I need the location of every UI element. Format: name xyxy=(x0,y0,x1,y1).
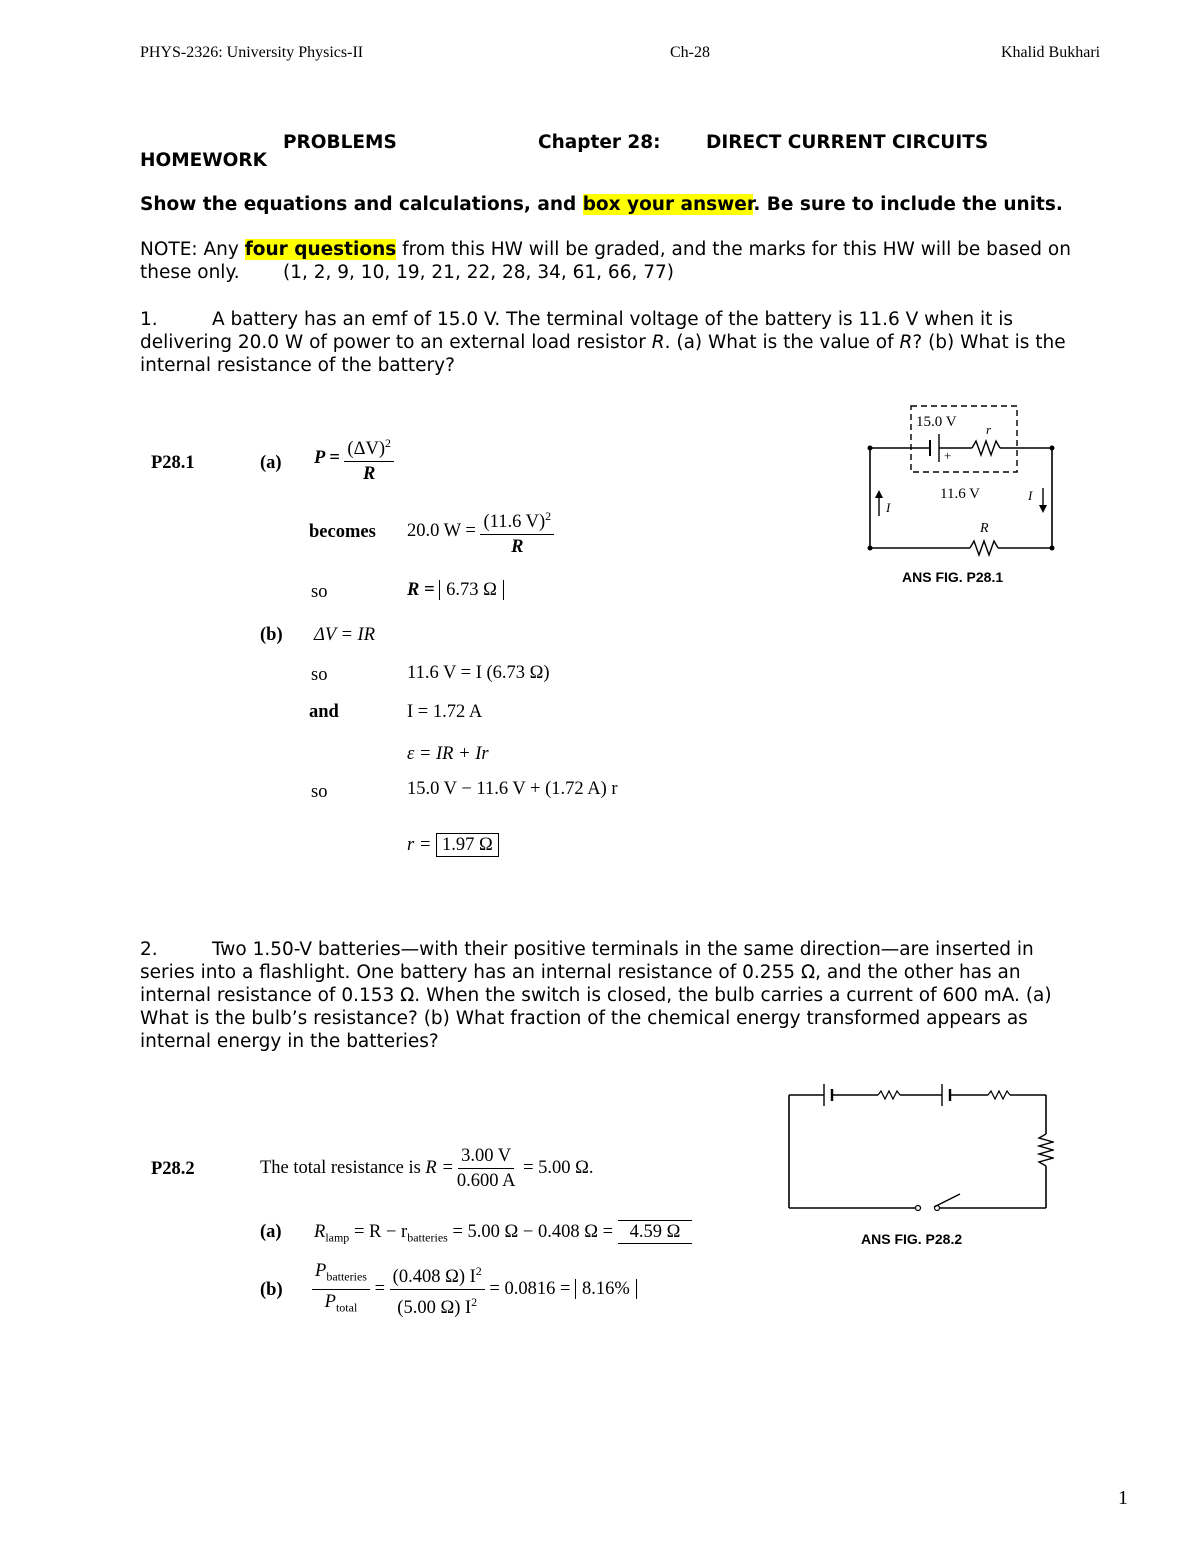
sol1-eq2-sup: 2 xyxy=(545,509,552,523)
q1-line2a: delivering 20.0 W of power to an external load resistor xyxy=(140,332,652,353)
sol2-b-sup1: 2 xyxy=(475,1264,482,1278)
sol1-eq1 xyxy=(314,432,394,485)
sol1-eq6: I = 1.72 A xyxy=(407,702,483,722)
sol1-so3: so xyxy=(311,782,328,802)
fig1-I-right: I xyxy=(1028,488,1033,503)
sol1-eq9-answer: 1.97 Ω xyxy=(436,833,499,857)
header-course: PHYS-2326: University Physics-II xyxy=(140,44,364,61)
sol1-eq9 xyxy=(407,835,499,856)
q2-line3: internal resistance of 0.153 Ω. When the switch is closed, the bulb carries a current of 600 mA. (a) xyxy=(140,985,1052,1006)
sol1-eq2-frac xyxy=(480,505,554,558)
sol1-eq1-frac xyxy=(344,432,394,485)
fig1-I-left: I xyxy=(886,500,891,515)
resistor2 xyxy=(988,1091,1010,1099)
sol1-eq4: ΔV = IR xyxy=(314,625,376,645)
sol1-a: (a) xyxy=(260,453,282,473)
sol2-b: (b) xyxy=(260,1280,283,1300)
title-chapter: Chapter 28: xyxy=(538,132,661,153)
fig1-caption: ANS FIG. P28.1 xyxy=(902,569,1004,585)
sol1-eq2-den: R xyxy=(511,537,524,558)
note-prefix: NOTE: Any xyxy=(140,239,245,260)
sol1-eq1-den: R xyxy=(363,464,376,485)
sol1-eq2-lhs: 20.0 W = xyxy=(407,520,476,541)
page-number: 1 xyxy=(1118,1487,1128,1509)
load-resistor xyxy=(970,541,998,555)
q1-line3: internal resistance of the battery? xyxy=(140,355,455,376)
sol1-so1: so xyxy=(311,582,328,602)
sol2-b-frac-den: (5.00 Ω) I xyxy=(397,1298,472,1319)
title-homework: HOMEWORK xyxy=(140,150,267,171)
q1-number: 1. xyxy=(140,309,158,330)
fig1-R-label: R xyxy=(980,521,989,536)
sol2-result: = 5.00 Ω. xyxy=(523,1157,594,1178)
internal-resistor xyxy=(972,441,1000,455)
bulb-resistor xyxy=(1039,1134,1053,1166)
q2-number: 2. xyxy=(140,939,158,960)
sol2-b-answer: 8.16% xyxy=(575,1279,637,1299)
sol1-eq3 xyxy=(407,580,504,601)
sol1-eq3-answer: 6.73 Ω xyxy=(439,580,504,600)
sol2-b-frac-num: (0.408 Ω) I xyxy=(392,1267,476,1288)
q2-line1: Two 1.50-V batteries—with their positive terminals in the same direction—are inserted in xyxy=(212,939,1034,960)
q2-line2: series into a flashlight. One battery has an internal resistance of 0.255 Ω, and the other has an xyxy=(140,962,1021,983)
sol2-r-eq: R = xyxy=(425,1157,454,1178)
sol2-label: P28.2 xyxy=(151,1159,195,1179)
sol2-a-eq: $R_{lamp} = R - r_{batteries} = 5.00$ Ω − 0.408 Ω = 4.59 Ω xyxy=(314,1222,692,1246)
sol2-b-num-sub: batteries xyxy=(326,1270,367,1285)
sol2-b-frac xyxy=(390,1260,485,1319)
q1-line1: A battery has an emf of 15.0 V. The terminal voltage of the battery is 11.6 V when it is xyxy=(212,309,1014,330)
fig1-plus-label: + xyxy=(944,448,952,463)
title-problems: PROBLEMS xyxy=(283,132,397,153)
sol2-a-eq-text: = R − r xyxy=(353,1222,408,1242)
sol1-eq1-sup: 2 xyxy=(384,436,391,450)
sol2-b-num: P xyxy=(315,1261,327,1282)
sol2-a-rest: = 5.00 Ω − 0.408 Ω = xyxy=(452,1222,614,1242)
note-highlight: four questions xyxy=(244,239,397,260)
sol2-num: 3.00 V xyxy=(458,1145,514,1169)
sol1-label: P28.1 xyxy=(151,453,195,473)
q2-line4: What is the bulb’s resistance? (b) What fraction of the chemical energy transformed appears as xyxy=(140,1008,1028,1029)
instructions xyxy=(140,193,1063,216)
title-topic: DIRECT CURRENT CIRCUITS xyxy=(706,132,989,153)
header-author: Khalid Bukhari xyxy=(1001,44,1101,61)
q1-line2b: . (a) What is the value of xyxy=(664,332,900,353)
sol2-a-answer: 4.59 Ω xyxy=(618,1220,693,1244)
q1-line2 xyxy=(140,331,1066,354)
note-suffix: from this HW will be graded, and the marks for this HW will be based on xyxy=(396,239,1071,260)
sol2-b-ratio xyxy=(312,1260,370,1318)
q2-line5: internal energy in the batteries? xyxy=(140,1031,439,1052)
circuit-figure-p28-2 xyxy=(782,1078,1054,1218)
sol2-total xyxy=(260,1145,594,1192)
fig1-r-label: r xyxy=(986,422,992,437)
sol1-eq9-lhs: r = xyxy=(407,835,432,855)
sol1-eq1-num: (ΔV) xyxy=(347,439,385,460)
sol2-a: (a) xyxy=(260,1222,282,1242)
sol1-so2: so xyxy=(311,665,328,685)
sol2-intro: The total resistance is xyxy=(260,1157,421,1178)
sol1-eq2-num: (11.6 V) xyxy=(483,512,546,533)
instructions-part2: . Be sure to include the units. xyxy=(753,194,1063,215)
fig1-emf-label: 15.0 V xyxy=(916,414,957,430)
note-line1 xyxy=(140,238,1071,261)
sol1-eq2 xyxy=(407,505,554,558)
sol1-eq3-lhs: R = xyxy=(407,580,435,600)
sol2-b-sup2: 2 xyxy=(471,1295,478,1310)
fig1-terminal-label: 11.6 V xyxy=(940,486,981,502)
note-line2: these only. xyxy=(140,262,240,283)
sol1-eq8: 15.0 V − 11.6 V + (1.72 A) r xyxy=(407,779,618,799)
sol2-frac xyxy=(454,1145,519,1192)
sol2-a-sub1: lamp xyxy=(325,1230,350,1245)
sol1-eq5: 11.6 V = I (6.73 Ω) xyxy=(407,663,550,683)
sol2-b-result: = 0.0816 = xyxy=(489,1278,571,1299)
switch-arm xyxy=(934,1194,960,1207)
note-list: (1, 2, 9, 10, 19, 21, 22, 28, 34, 61, 66, 77) xyxy=(283,262,674,283)
sol2-den: 0.600 A xyxy=(456,1171,516,1191)
header-chapter: Ch-28 xyxy=(670,44,710,61)
sol1-and: and xyxy=(309,702,339,722)
q1-line2c: ? (b) What is the xyxy=(912,332,1066,353)
instructions-part1: Show the equations and calculations, and xyxy=(140,194,583,215)
sol1-eq1-lhs: P = xyxy=(314,447,340,468)
sol2-b-den-sub: total xyxy=(335,1300,358,1315)
instructions-highlight: box your answer xyxy=(582,194,754,215)
q1-var-r2: R xyxy=(899,332,913,353)
sol2-b-eq: $\frac{P_{batteries}}{P_{total}}$ = $\frac{(0.408 \Omega) I^2}{(5.00 \Omega) I^2}$ = 0.0816 = 8.16% xyxy=(312,1260,637,1319)
switch-contact-left xyxy=(916,1206,921,1211)
sol1-b: (b) xyxy=(260,625,283,645)
sol1-becomes: becomes xyxy=(309,522,376,542)
resistor1 xyxy=(878,1091,900,1099)
sol2-a-sub2: batteries xyxy=(407,1230,448,1245)
sol2-b-den: P xyxy=(324,1292,336,1313)
circuit-figure-p28-1 xyxy=(862,398,1062,593)
q1-var-r: R xyxy=(651,332,665,353)
fig2-caption: ANS FIG. P28.2 xyxy=(861,1231,963,1247)
sol1-eq7: ε = IR + Ir xyxy=(407,744,489,764)
